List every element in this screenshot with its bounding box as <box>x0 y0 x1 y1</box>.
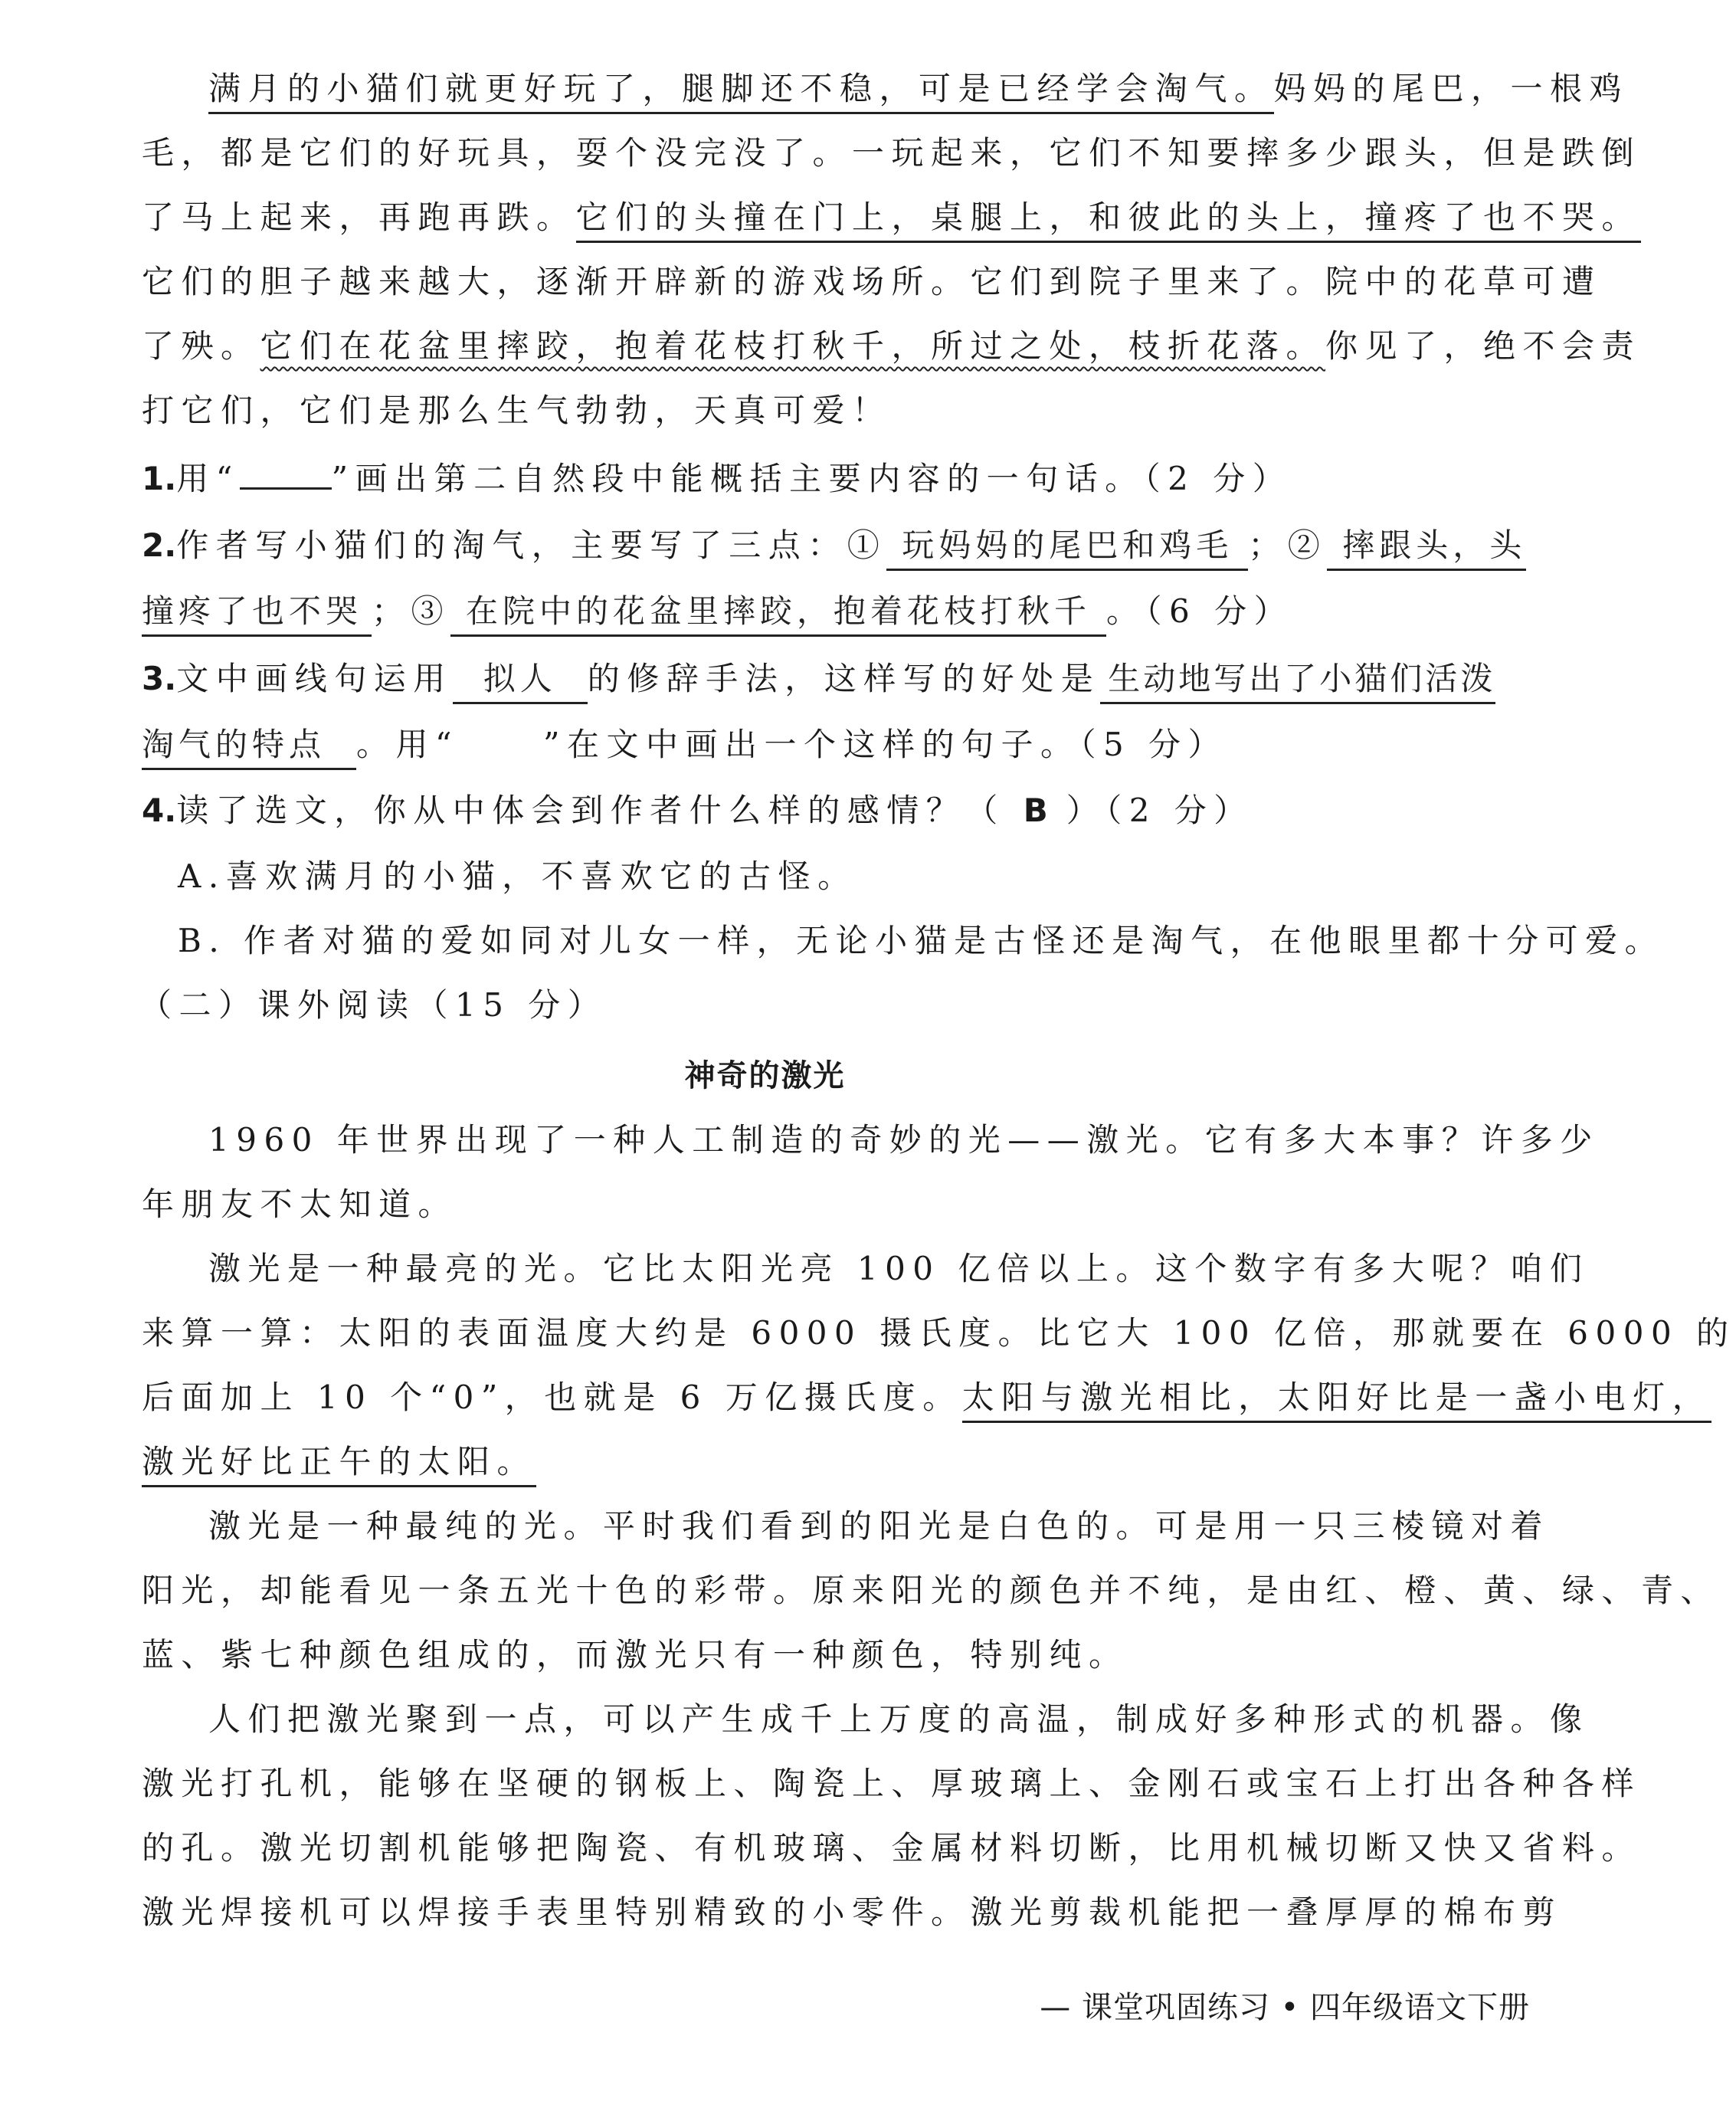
passage2-p4-line2: 激光打孔机，能够在坚硬的钢板上、陶瓷上、厚玻璃上、金刚石或宝石上打出各种各样 <box>142 1765 1642 1802</box>
passage2-p2-line4 <box>142 1439 536 1485</box>
question-3-cont <box>142 722 1227 768</box>
question-1 <box>142 454 1292 502</box>
question-number: 4. <box>142 792 177 829</box>
text: 你见了，绝不会责 <box>1325 327 1642 365</box>
passage2-p4-line4: 激光焊接机可以焊接手表里特别精致的小零件。激光剪裁机能把一叠厚厚的棉布剪 <box>142 1893 1563 1931</box>
question-2-cont <box>142 588 1293 634</box>
passage2-p3-line3: 蓝、紫七种颜色组成的，而激光只有一种颜色，特别纯。 <box>142 1636 1128 1674</box>
underlined-sentence: 它们的头撞在门上，桌腿上，和彼此的头上，撞疼了也不哭。 <box>576 198 1642 243</box>
text: 妈妈的尾巴，一根鸡 <box>1273 70 1630 107</box>
passage1-line3 <box>142 195 1641 241</box>
passage2-p3-line2: 阳光，却能看见一条五光十色的彩带。原来阳光的颜色并不纯，是由红、橙、黄、绿、青、 <box>142 1572 1721 1609</box>
passage2-p2-line1: 激光是一种最亮的光。它比太阳光亮 100 亿倍以上。这个数字有多大呢？咱们 <box>208 1250 1590 1287</box>
answer-benefit-blank-cont[interactable]: 淘气的特点 <box>142 726 356 770</box>
passage2-p2-line2: 来算一算：太阳的表面温度大约是 6000 摄氏度。比它大 100 亿倍，那就要在 6000 的 <box>142 1314 1736 1352</box>
text: 后面加上 10 个“0”，也就是 6 万亿摄氏度。 <box>142 1378 962 1416</box>
answer-2-blank[interactable]: 摔跟头，头 <box>1327 526 1526 571</box>
question-number: 2. <box>142 526 177 564</box>
passage1-line6: 打它们，它们是那么生气勃勃，天真可爱！ <box>142 392 892 429</box>
text: 读了选文，你从中体会到作者什么样的感情？（ <box>176 792 1005 829</box>
question-3 <box>142 656 1495 702</box>
question-4 <box>142 788 1253 834</box>
text: 文中画线句运用 <box>176 660 453 697</box>
text: ；② <box>1248 526 1328 564</box>
passage2-p1-line2: 年朋友不太知道。 <box>142 1185 458 1223</box>
underlined-sentence-cont: 激光好比正午的太阳。 <box>142 1443 536 1487</box>
answer-rhetoric-blank[interactable]: 拟人 <box>453 660 588 704</box>
text: ；③ <box>372 592 451 630</box>
text: 作者写小猫们的淘气，主要写了三点：① <box>176 526 887 564</box>
wavy-line-sample <box>459 722 543 768</box>
underlined-sentence: 太阳与激光相比，太阳好比是一盏小电灯， <box>962 1378 1712 1423</box>
passage2-p1-line1: 1960 年世界出现了一种人工制造的奇妙的光——激光。它有多大本事？许多少 <box>208 1121 1600 1159</box>
option-b: B. 作者对猫的爱如同对儿女一样，无论小猫是古怪还是淘气，在他眼里都十分可爱。 <box>178 922 1665 959</box>
answer-choice[interactable]: B <box>1023 792 1048 829</box>
passage2-p4-line3: 的孔。激光切割机能够把陶瓷、有机玻璃、金属材料切断，比用机械切断又快又省料。 <box>142 1829 1642 1867</box>
answer-3-blank[interactable]: 在院中的花盆里摔跤，抱着花枝打秋千 <box>450 592 1106 637</box>
text: 。用“ <box>356 726 459 763</box>
text: 了马上起来，再跑再跌。 <box>142 198 576 236</box>
passage1-line5 <box>142 323 1641 369</box>
answer-1-blank[interactable]: 玩妈妈的尾巴和鸡毛 <box>886 526 1248 571</box>
answer-2-blank-cont[interactable]: 撞疼了也不哭 <box>142 592 372 637</box>
question-number: 3. <box>142 660 177 697</box>
wavy-underlined-sentence: 它们在花盆里摔跤，抱着花枝打秋千，所过之处，枝折花落。 <box>260 327 1326 365</box>
underline-sample-blank <box>240 454 332 490</box>
article-title: 神奇的激光 <box>684 1058 846 1093</box>
question-number: 1. <box>142 460 177 497</box>
passage2-p2-line3 <box>142 1375 1711 1421</box>
section-heading: （二）课外阅读（15 分） <box>139 986 608 1024</box>
passage2-p4-line1: 人们把激光聚到一点，可以产生成千上万度的高温，制成好多种形式的机器。像 <box>208 1700 1590 1738</box>
text: 的修辞手法，这样写的好处是 <box>587 660 1101 697</box>
text: 。（6 分） <box>1106 592 1294 630</box>
page-footer: — 课堂巩固练习 • 四年级语文下册 <box>1040 1990 1530 2025</box>
underlined-summary-sentence: 满月的小猫们就更好玩了，腿脚还不稳，可是已经学会淘气。 <box>208 70 1274 114</box>
text: ”画出第二自然段中能概括主要内容的一句话。（2 分） <box>331 460 1292 497</box>
passage1-line4: 它们的胆子越来越大，逐渐开辟新的游戏场所。它们到院子里来了。院中的花草可遭 <box>142 263 1602 300</box>
text: 了殃。 <box>142 327 260 365</box>
text: 用“ <box>176 460 240 497</box>
question-2 <box>142 523 1526 569</box>
passage1-line2: 毛，都是它们的好玩具，耍个没完没了。一玩起来，它们不知要摔多少跟头，但是跌倒 <box>142 134 1642 172</box>
text: ”在文中画出一个这样的句子。（5 分） <box>543 726 1228 763</box>
passage2-p3-line1: 激光是一种最纯的光。平时我们看到的阳光是白色的。可是用一只三棱镜对着 <box>208 1507 1551 1545</box>
text: ）（2 分） <box>1066 792 1253 829</box>
passage1-line1 <box>208 66 1629 112</box>
answer-benefit-blank[interactable]: 生动地写出了小猫们活泼 <box>1100 660 1495 704</box>
option-a: A.喜欢满月的小猫，不喜欢它的古怪。 <box>178 857 857 895</box>
